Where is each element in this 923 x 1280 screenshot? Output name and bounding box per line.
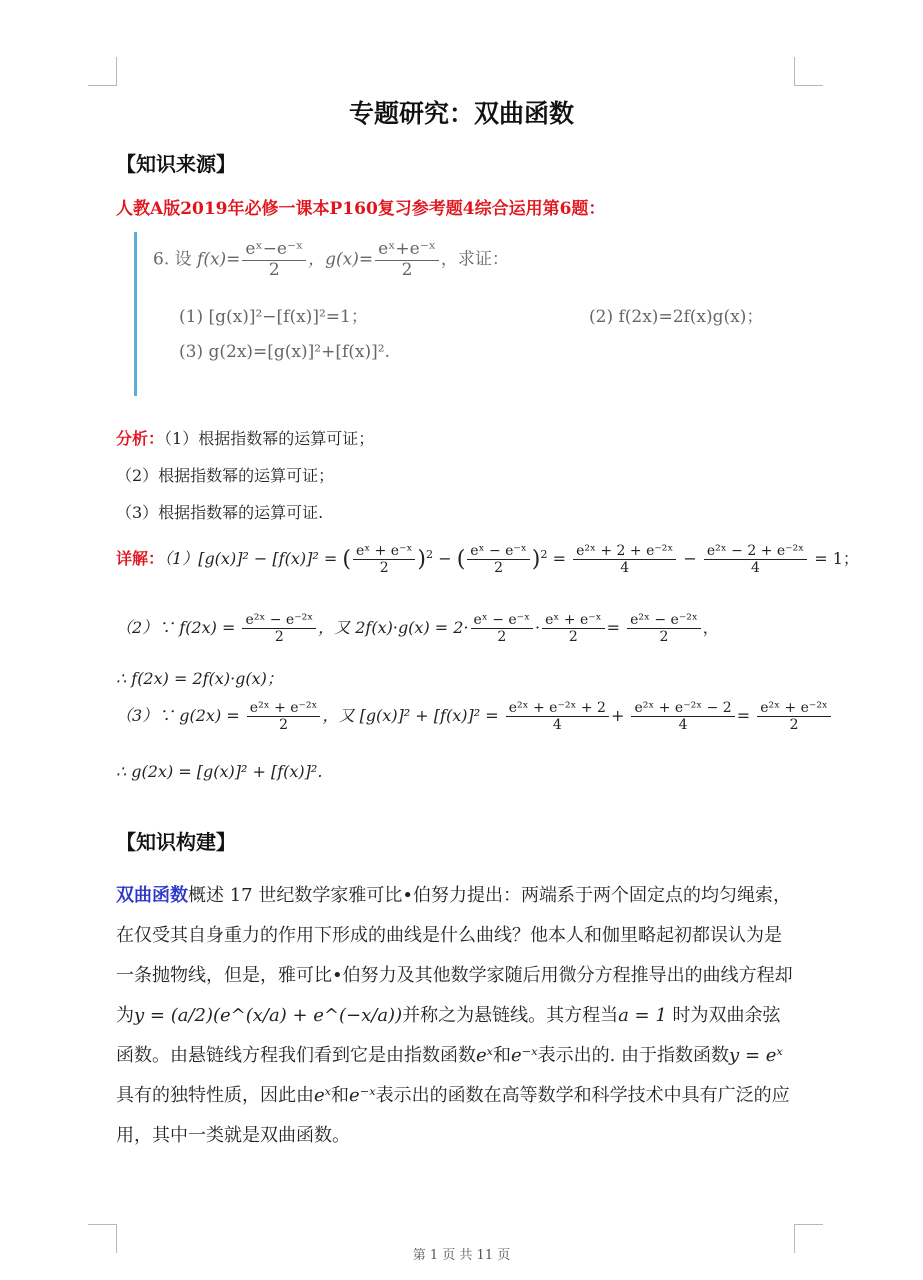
g-fraction: $\frac{\text{eˣ+e⁻ˣ}}{2}$ — [375, 240, 439, 280]
solution-step-2-conclusion: ∴ f(2x) = 2f(x)·g(x)； — [116, 669, 283, 688]
question-part-1: (1) [g(x)]²−[f(x)]²=1； — [179, 307, 368, 327]
section-heading-source: 【知识来源】 — [116, 152, 236, 176]
f-fraction: $\frac{\text{eˣ−e⁻ˣ}}{2}$ — [242, 240, 306, 280]
analysis-line-3: （3）根据指数幂的运算可证. — [116, 503, 324, 522]
solution-step-2: （2）∵ f(2x) = $\frac{\text{e²ˣ − e⁻²ˣ}}{2}$ ，又 2f(x)·g(x) = 2· $\frac{\text{eˣ − e⁻ˣ}}{2}$ · $\frac{\text{eˣ + e⁻ˣ}}{2}$ = $\frac{\text{e²ˣ − e⁻²ˣ}}{2}$ ， — [116, 612, 719, 646]
solution-step-3-conclusion: ∴ g(2x) = [g(x)]² + [f(x)]². — [116, 762, 323, 781]
question-part-3: (3) g(2x)=[g(x)]²+[f(x)]². — [179, 342, 390, 362]
page-footer: 第 1 页 共 11 页 — [412, 1248, 511, 1263]
question-definition: 6. 设 f(x)= $\frac{\text{eˣ−e⁻ˣ}}{2}$ ，g(x)= $\frac{\text{eˣ+e⁻ˣ}}{2}$ ，求证： — [153, 239, 509, 280]
section-heading-construct: 【知识构建】 — [116, 830, 236, 854]
term-hyperbolic-function: 双曲函数 — [116, 885, 188, 906]
solution-step-3: （3）∵ g(2x) = $\frac{\text{e²ˣ + e⁻²ˣ}}{2}$ ，又 [g(x)]² + [f(x)]² = $\frac{\text{e²ˣ + e⁻²ˣ + 2}}{4}$ + $\frac{\text{e²ˣ + e⁻²ˣ − 2}}{4}$ = $\frac{\text{e²ˣ + e⁻²ˣ}}{2}$ — [116, 700, 833, 733]
analysis-line-2: （2）根据指数幂的运算可证； — [116, 466, 335, 485]
question-box — [134, 232, 853, 396]
solution-step-1: 详解：（1）[g(x)]² − [f(x)]² = ( $\frac{\text{eˣ + e⁻ˣ}}{2}$ )$^2$ − ( $\frac{\text{eˣ − e⁻ˣ}}{2}$ )$^2$ = $\frac{\text{e²ˣ + 2 + e⁻²ˣ}}{4}$ − $\frac{\text{e²ˣ − 2 + e⁻²ˣ}}{4}$ = 1； — [116, 543, 859, 577]
analysis-line-1: 分析：（1）根据指数幂的运算可证； — [116, 429, 375, 448]
corner-mark-top-left — [88, 57, 117, 86]
construct-paragraph: 双曲函数概述 17 世纪数学家雅可比•伯努力提出：两端系于两个固定点的均匀绳索，在仅受其自身重力的作用下形成的曲线是什么曲线？他本人和伽里略起初都误认为是一条抛物线，但是，雅可比•伯努力及其他数学家随后用微分方程推导出的曲线方程却为y = (a/2)(e^(x/a) + e^(−x/a))并称之为悬链线。其方程当a = 1 时为双曲余弦函数。由悬链线方程我们看到它是由指数函数eˣ和e⁻ˣ表示出的. 由于指数函数y = eˣ具有的独特性质，因此由eˣ和e⁻ˣ表示出的函数在高等数学和科学技术中具有广泛的应用，其中一类就是双曲函数。 — [116, 885, 793, 1146]
question-part-2: (2) f(2x)=2f(x)g(x)； — [589, 307, 764, 327]
corner-mark-top-right — [794, 57, 823, 86]
source-reference: 人教A版2019年必修一课本P160复习参考题4综合运用第6题： — [116, 199, 606, 219]
page-title: 专题研究：双曲函数 — [348, 99, 574, 128]
